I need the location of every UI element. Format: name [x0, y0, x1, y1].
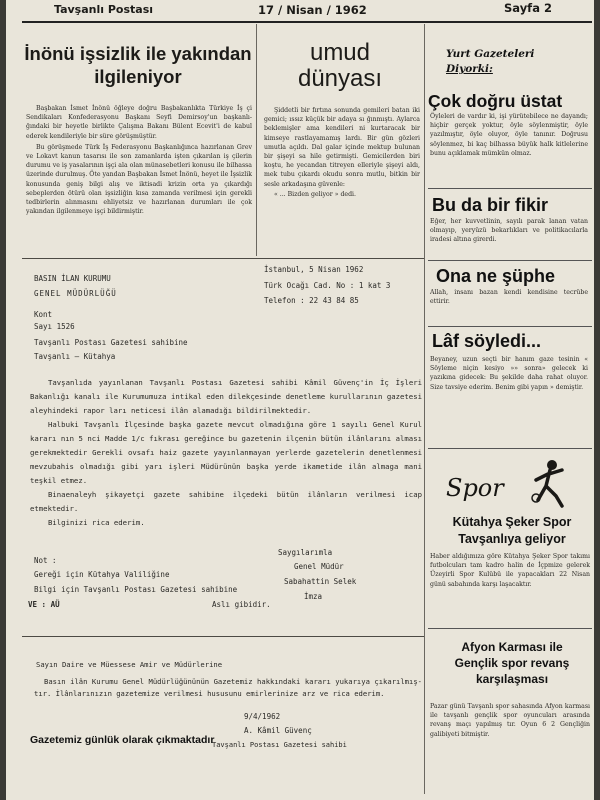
- col3-rule-4: [428, 448, 592, 449]
- letter-note-line1: Gereği için Kütahya Valiliğine: [34, 570, 170, 579]
- letter-sayi: Sayı 1526: [34, 322, 75, 331]
- letter-body: [30, 376, 422, 530]
- inonu-article-body: [26, 104, 252, 216]
- spor-logo: [444, 458, 574, 510]
- afyon-title-line1: Afyon Karması ile: [461, 640, 563, 654]
- letter-signer-name: Sabahattin Selek: [284, 577, 357, 586]
- letter-paragraph-1: Tavşanlıda yayınlanan Tavşanlı Postası Gazetesi sahibi Kâmil Güvenç'in İç İşleri Bakanlığı kanalı ile Kurumumuza intikal eden dilekçesinde denetleme kurullarının gazetesi aleyhindeki rapor ları neticesi ilân alamadığı bildirilmektedir.: [30, 378, 422, 415]
- letter-top-rule: [22, 258, 424, 259]
- letter-paragraph-4: Bilginizi rica ederim.: [48, 518, 145, 527]
- letter-paragraph-3: Binaenaleyh şikayetçi gazete sahibine ilçedeki bütün ilânların verilmesi icap etmektedir.: [30, 490, 422, 513]
- notice-date: 9/4/1962: [244, 712, 281, 721]
- kutahya-seker-title-line1: Kütahya Şeker Spor: [452, 515, 572, 529]
- column-divider-2: [424, 24, 425, 794]
- masthead-paper-name: Tavşanlı Postası: [54, 3, 154, 16]
- letter-signer-title: Genel Müdür: [294, 562, 344, 571]
- bu-da-bir-fikir-title: Bu da bir fikir: [432, 195, 549, 215]
- notice-signer-title: Tavşanlı Postası Gazetesi sahibi: [212, 741, 347, 749]
- inonu-paragraph-1: Başbakan İsmet İnönü öğleye doğru Başbakanlıkta Türkiye İş çi Sendikaları Konfederasyonu Başkanı Seyfi Demirsoy'un başkanlı- ğındaki bir heyetle birlikte Çalışma Bakanı Bülent Ecevit'i de kabul ederek kendileriyle bir süre görüşmüştür.: [26, 105, 252, 140]
- inonu-headline-line2: ilgileniyor: [94, 66, 182, 87]
- umud-article-body: [264, 106, 420, 199]
- letter-city-date: İstanbul, 5 Nisan 1962: [264, 265, 364, 274]
- afyon-title-line3: karşılaşması: [475, 672, 549, 686]
- cok-dogru-ustat-title: Çok doğru üstat: [428, 91, 563, 111]
- letter-paragraph-2: Halbuki Tavşanlı İlçesinde başka gazete mevcut olmadığına göre 1 sayılı Genel Kurul kararı nın 5 nci Madde 1/c fıkrası gereğince bu gazetenin ilçenin bütün ilânlarını alması gerekmektedir Gerekli ovsafı haiz gazete yayınlanmayan yerlerde gazetelerin denetlenmesi mevzubahis olmadığı gibi yarı işleri Müdürünün başka yerde ikametide ilân almaga mani teşkil etmez.: [30, 420, 422, 485]
- ona-ne-suphe-title: Ona ne şüphe: [436, 266, 556, 286]
- column-divider-1: [256, 24, 257, 256]
- footer-daily-notice: Gazetemiz günlük olarak çıkmaktadır: [30, 734, 215, 746]
- diyorki-header: Diyorki:: [446, 63, 493, 75]
- notice-signer-name: A. Kâmil Güvenç: [244, 726, 312, 735]
- col3-rule-1: [428, 188, 592, 189]
- afyon-title-line2: Gençlik spor revanş: [454, 656, 570, 670]
- umud-headline-line2: dünyası: [297, 65, 383, 92]
- kutahya-seker-body: Haber aldığımıza göre Kütahya Şeker Spor takımı futbolcuları tam kadro halin de İçpmize gelerek Üzeyirli Spor Kulübü ile yapacakları 22 Nisan günü sabahında karşı laşacaktır.: [430, 553, 590, 588]
- col3-rule-2: [428, 260, 592, 261]
- umud-paragraph-2: « ... Bizden geliyor » dedi.: [274, 190, 356, 198]
- inonu-headline-line1: İnönü işsizlik ile yakından: [24, 43, 252, 64]
- bu-da-bir-fikir-body: Eğer, her kuvvetlinin, sayılı parak lanan vatan olmayıp, yeryüzü bekarlıkları ve politikacılarla iradesi altına girerdi.: [430, 218, 588, 244]
- umud-headline-line1: umud: [309, 39, 371, 66]
- newspaper-page: [6, 0, 594, 800]
- letter-sign-off: Saygılarımla: [278, 548, 333, 557]
- col3-rule-3: [428, 326, 592, 327]
- yurt-gazeteleri-header: Yurt Gazeteleri: [446, 48, 535, 60]
- letter-phone: Telefon : 22 43 84 85: [264, 296, 359, 305]
- letter-note-line2: Bilgi için Tavşanlı Postası Gazetesi sahibine: [34, 585, 238, 594]
- laf-soyledi-title: Lâf söyledi...: [432, 331, 542, 351]
- masthead-date: 17 / Nisan / 1962: [258, 3, 367, 17]
- notice-salutation: Sayın Daire ve Müessese Amir ve Müdürlerine: [36, 660, 223, 669]
- cok-dogru-ustat-body: Öyleleri de vardır ki, işi yürütebilece ne dayandı; hiçbir gerçek yoktur, öyle söylenmiştir, öyle yazılmıştır, öyle oluyor, öyle tanınır. Doğrusu söylenmez, bi kaç bilhassa büyük halk kitlelerine bunu açıklamak mümkün olmaz.: [430, 113, 588, 157]
- letter-kont: Kont: [34, 310, 53, 319]
- col3-rule-5: [428, 628, 592, 629]
- afyon-body: Pazar günü Tavşanlı spor sahasında Afyon karması ile tavşanlı gençlik spor oyuncuları arasında revanş maçı yapılmış tır. Oyun 6 2 Gençliğin galibiyeti bitmiştir.: [430, 703, 590, 738]
- notice-body: Basın ilân Kurumu Genel Müdürlüğününün Gazetemiz hakkındaki kararı yukarıya çıkarılmış- tır. İlânlarınızın gazetemize verilmesi hususunu emirlerinize arz ve rica ederim.: [34, 677, 422, 698]
- letter-address: Türk Ocağı Cad. No : 1 kat 3: [264, 281, 391, 290]
- letter-asli-gibidir: Aslı gibidir.: [212, 600, 271, 609]
- umud-paragraph-1: Şiddetli bir fırtına sonunda gemileri batan iki gemici; ıssız küçük bir adaya sı ğınmıştı. Aylarca beklemişler ama kendileri ni kurtaracak bir kimseye rastlayamamış lardı. Bir gün gözleri umutla açıldı. Dal galar içinde mektup bulunan bir şişeyi sa hile getirmişti. Gemicilerden biri koştu, he yecandan titreyen elleriyle şişeyi aldı, mek tubu çıkardı okudu sonra mutlu, bitkin bir sesle arkadaşına güvenle:: [264, 107, 420, 188]
- letter-note-label: Not :: [34, 556, 57, 565]
- kutahya-seker-title-line2: Tavşanlıya geliyor: [458, 532, 566, 546]
- letter-ve-au: VE : AÜ: [28, 600, 60, 609]
- masthead-rule: [22, 21, 592, 23]
- letter-recipient-line2: Tavşanlı — Kütahya: [34, 352, 116, 361]
- notice-top-rule: [22, 636, 424, 637]
- letter-org-line1: BASIN İLAN KURUMU: [34, 274, 111, 283]
- letter-recipient-line1: Tavşanlı Postası Gazetesi sahibine: [34, 338, 188, 347]
- letter-imza: İmza: [304, 592, 323, 601]
- masthead-page-number: Sayfa 2: [504, 1, 552, 15]
- ona-ne-suphe-body: Allah, insanı bazan kendi kendisine tecrübe ettirir.: [430, 289, 588, 306]
- spor-logo-text: Spor: [446, 474, 504, 502]
- letter-org-line2: GENEL MÜDÜRLÜĞÜ: [34, 289, 117, 298]
- runner-icon: [528, 458, 572, 508]
- laf-soyledi-body: Beyaney, uzun seçti bir hanım gaze tesinin « Söyleme niçin kesiyo »» sonra» gelecek ki yazıkına gidecek: Bu şekilde daha rahat oluyor. Size tavsiye ederim. Benim gibi yapın » demiştir.: [430, 356, 588, 391]
- inonu-paragraph-2: Bu görüşmede Türk İş Federasyonu Başkanlığınca hazırlanan Grev ve Lokavt kanun tasarısı ile son zamanlarda işten çıkarılan iş çilerin durumu ve iş yasalarının işçi ala olan münasebetleri konusu ile bilhassa üzerinde durulmuş. Öte yandan Başbakan İsmet İnönü, heyet ile İşsizlik konusunda geniş bilgi alış ve iktisadi krizin orta ya çıkardığı sebeplerden ötürü olan işsizliğin kısa zamanda verilmesi için gerekli tedbirlerin alınmasını ehliyetsiz ve hazırlanan durumları ile çok yakından ilgilenmeye işçi bildirmiştir.: [26, 143, 252, 216]
